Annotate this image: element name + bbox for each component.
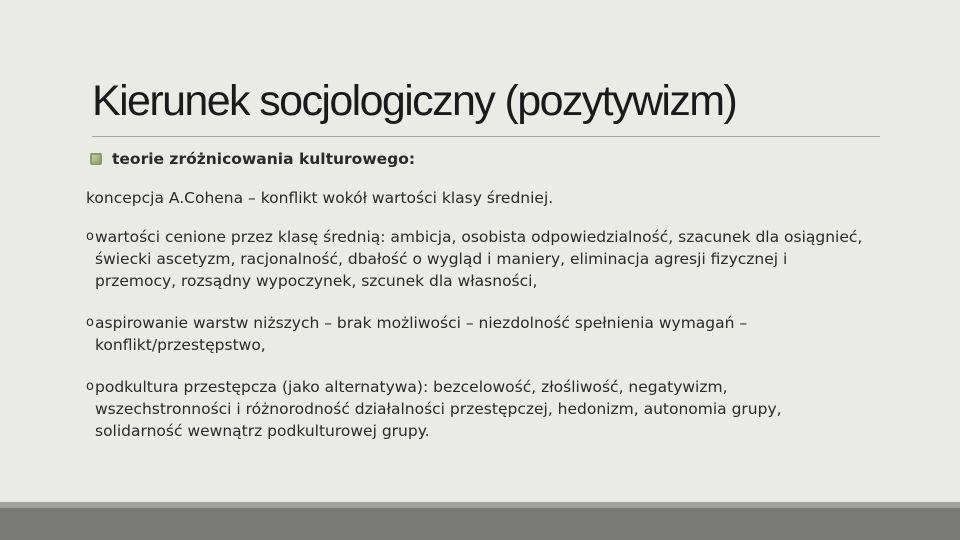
footer-band (0, 502, 960, 540)
list-item (86, 376, 866, 442)
subheading (90, 150, 415, 168)
bullet-list (86, 226, 866, 462)
list-item (86, 312, 866, 356)
subheading-text: teorie zróżnicowania kulturowego: (112, 150, 416, 168)
list-item-text: wartości cenione przez klasę średnią: ambicja, osobista odpowiedzialność, szacunek dla osiągnieć, świecki ascetyzm, racjonalność, dbałość o wygląd i maniery, eliminacja agresji fizycznej i przemocy, rozsądny wypoczynek, szcunek dla własności, (95, 228, 863, 290)
intro-text: koncepcja A.Cohena – konflikt wokół wartości klasy średniej. (86, 189, 554, 207)
circle-bullet-icon: o (86, 229, 94, 244)
list-item-text: aspirowanie warstw niższych – brak możliwości – niezdolność spełnienia wymagań – konflikt/przestępstwo, (95, 314, 748, 354)
checkbox-square-icon (90, 153, 102, 165)
list-item-text: podkultura przestępcza (jako alternatywa): bezcelowość, złośliwość, negatywizm, wszechstronności i różnorodność działalności przestępczej, hedonizm, autonomia grupy, solidarność wewnątrz podkulturowej grupy. (95, 378, 782, 440)
circle-bullet-icon: o (86, 315, 94, 330)
list-item (86, 226, 866, 292)
title-divider (92, 136, 880, 137)
slide-title: Kierunek socjologiczny (pozytywizm) (92, 77, 737, 125)
circle-bullet-icon: o (86, 379, 94, 394)
